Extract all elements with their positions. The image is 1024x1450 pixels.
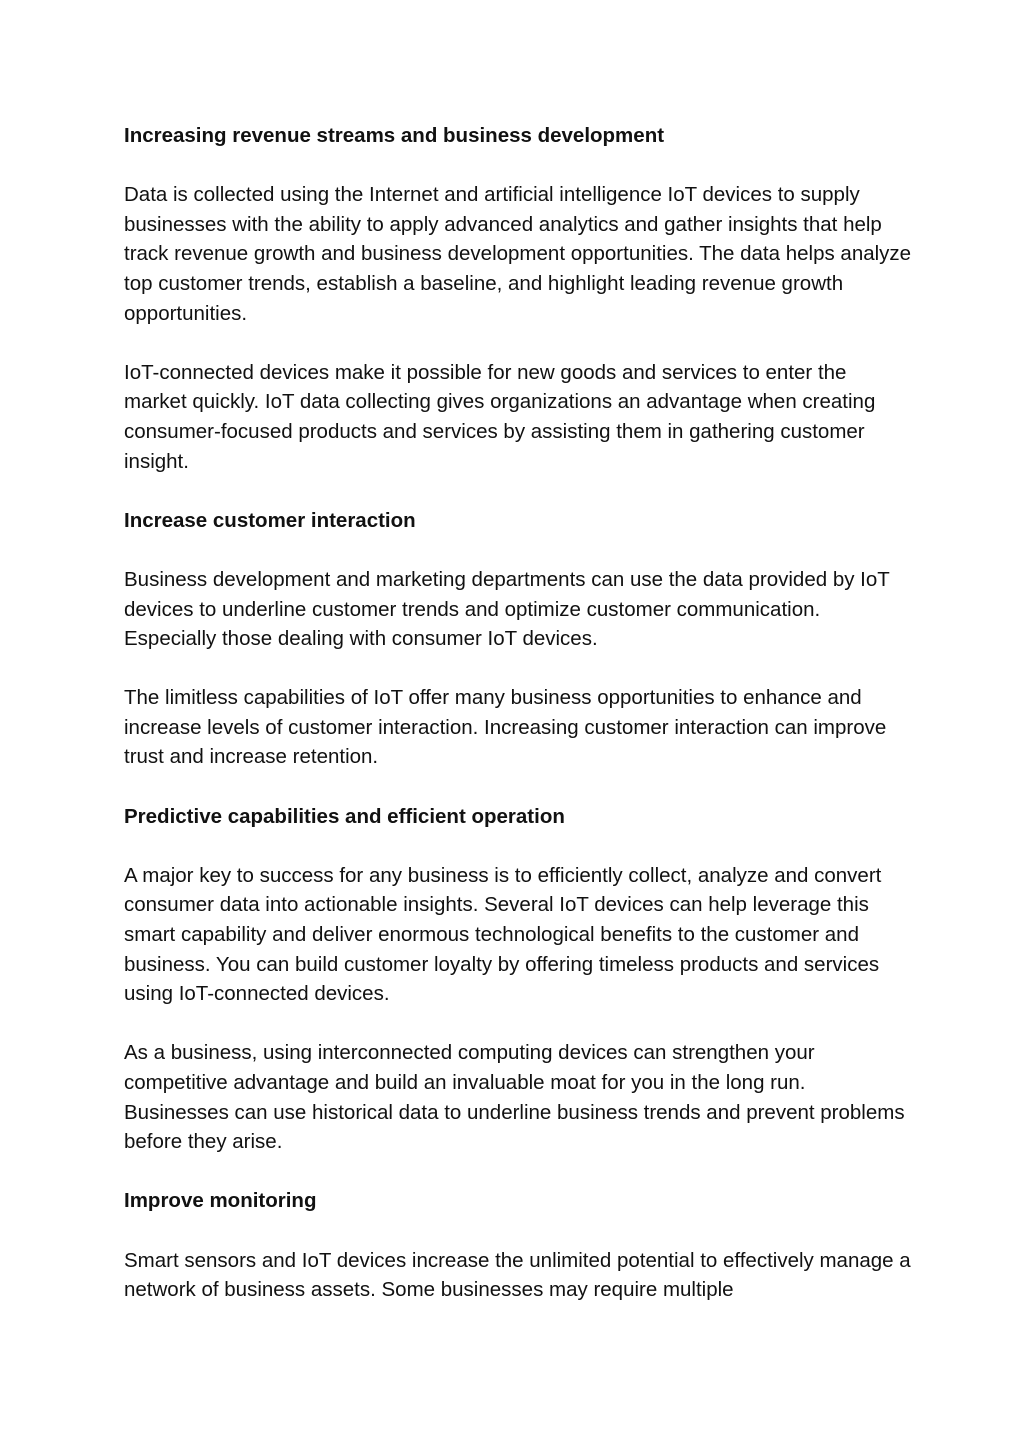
document-page — [124, 121, 914, 1334]
paragraph-revenue-2: IoT-connected devices make it possible for new goods and services to enter the market quickly. IoT data collecting gives organizations an advantage when creating consumer-focused products and services by assisting them in gathering customer insight. — [124, 360, 876, 473]
section-heading-revenue: Increasing revenue streams and business development — [124, 124, 665, 147]
paragraph-monitoring-1: Smart sensors and IoT devices increase the unlimited potential to effectively manage a network of business assets. Some businesses may require multiple — [124, 1248, 911, 1302]
paragraph-customer-interaction-2: The limitless capabilities of IoT offer many business opportunities to enhance and increase levels of customer interaction. Increasing customer interaction can improve trust and increase retention. — [124, 686, 887, 769]
section-heading-predictive: Predictive capabilities and efficient operation — [124, 804, 565, 828]
paragraph-revenue-1: Data is collected using the Internet and artificial intelligence IoT devices to supply businesses with the ability to apply advanced analytics and gather insights that help track revenue growth and business development opportunities. The data helps analyze top customer trends, establish a baseline, and highlight leading revenue growth opportunities. — [124, 183, 912, 325]
section-heading-customer-interaction: Increase customer interaction — [124, 508, 416, 532]
paragraph-predictive-2: As a business, using interconnected computing devices can strengthen your competitive advantage and build an invaluable moat for you in the long run. Businesses can use historical data to underline business trends and prevent problems before they arise. — [124, 1041, 905, 1154]
section-heading-monitoring: Improve monitoring — [124, 1189, 317, 1213]
paragraph-predictive-1: A major key to success for any business is to efficiently collect, analyze and convert consumer data into actionable insights. Several IoT devices can help leverage this smart capability and deliver enormous technological benefits to the customer and business. You can build customer loyalty by offering timeless products and services using IoT-connected devices. — [124, 863, 882, 1006]
paragraph-customer-interaction-1: Business development and marketing departments can use the data provided by IoT devices to underline customer trends and optimize customer communication. Especially those dealing with consumer IoT devices. — [124, 567, 890, 651]
